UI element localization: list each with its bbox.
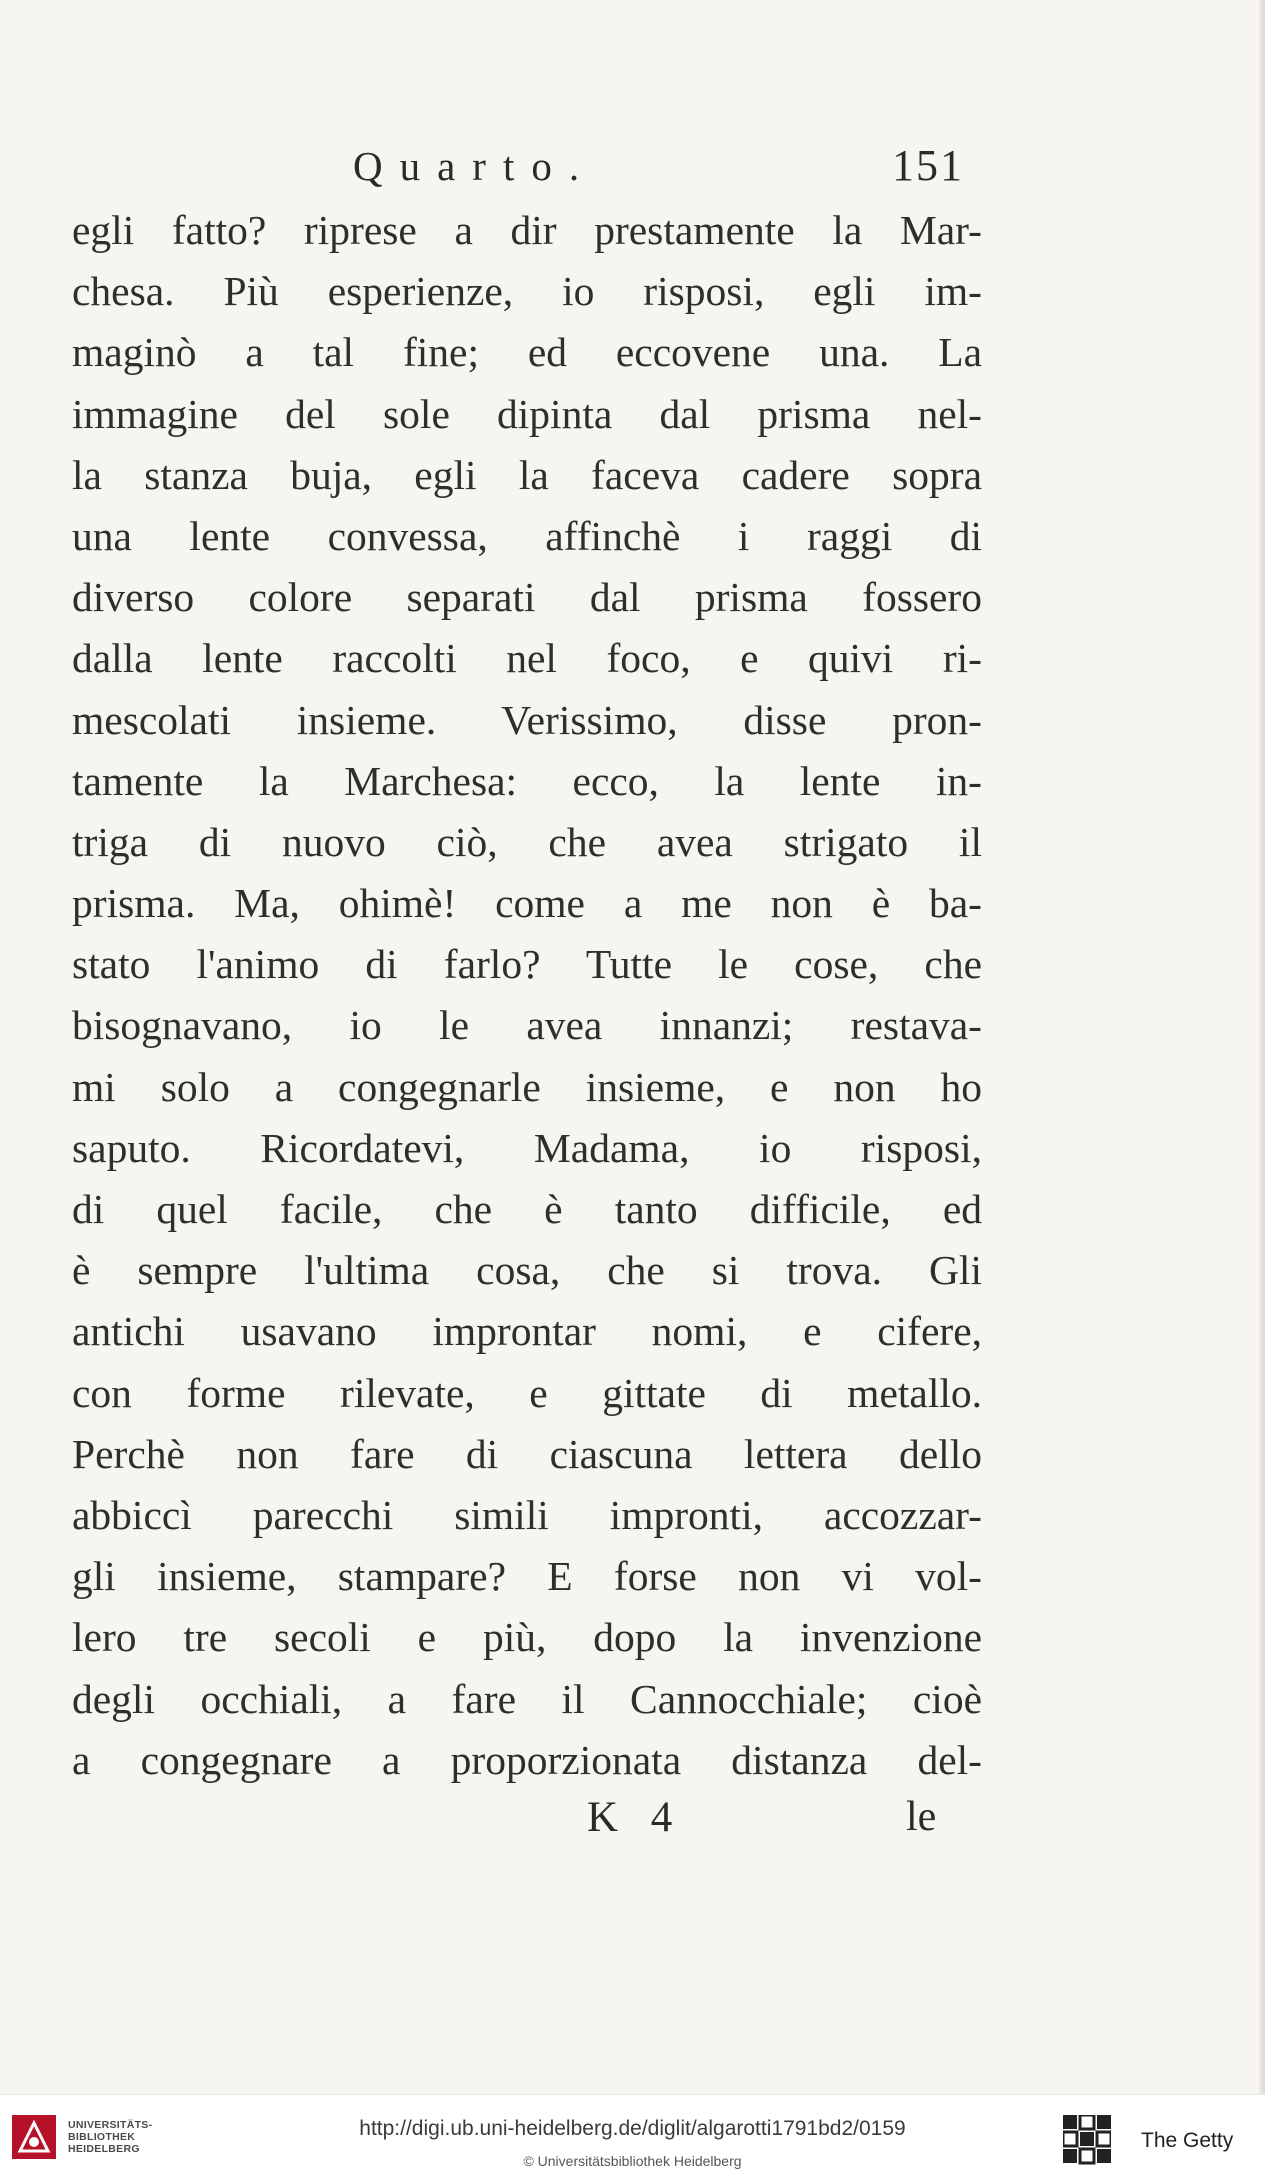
text-line: Perchè non fare di ciascuna lettera dello <box>72 1430 982 1477</box>
text-line: saputo. Ricordatevi, Madama, io risposi, <box>72 1124 982 1171</box>
text-line: a congegnare a proporzionata distanza del- <box>72 1736 982 1783</box>
copyright-notice: © Universitätsbibliothek Heidelberg <box>523 2153 742 2169</box>
text-line: di quel facile, che è tanto difficile, ed <box>72 1186 982 1232</box>
text-line: prisma. Ma, ohimè! come a me non è ba- <box>72 880 982 927</box>
viewer-footer <box>0 2094 1265 2183</box>
getty-logo[interactable] <box>1063 2115 1253 2165</box>
getty-name: The Getty <box>1141 2129 1234 2152</box>
text-line: egli fatto? riprese a dir prestamente la Mar- <box>72 207 982 253</box>
text-line: maginò a tal fine; ed eccovene una. La <box>72 329 982 376</box>
library-logo-line: HEIDELBERG <box>68 2143 140 2155</box>
text-line: triga di nuovo ciò, che avea strigato il <box>72 818 982 865</box>
text-line: tamente la Marchesa: ecco, la lente in- <box>72 757 982 804</box>
text-line: dalla lente raccolti nel foco, e quivi ri- <box>72 635 982 682</box>
permalink-url[interactable]: http://digi.ub.uni-heidelberg.de/diglit/algarotti1791bd2/0159 <box>359 2117 906 2140</box>
text-line: immagine del sole dipinta dal prisma nel- <box>72 390 982 437</box>
page-edge <box>1259 0 1265 2094</box>
text-line: lero tre secoli e più, dopo la invenzione <box>72 1614 982 1661</box>
text-line: stato l'animo di farlo? Tutte le cose, che <box>72 941 982 988</box>
library-logo-line: UNIVERSITÄTS- <box>68 2119 153 2131</box>
signature-mark: K 4 <box>587 1794 673 1841</box>
text-line: chesa. Più esperienze, io risposi, egli im- <box>72 268 982 315</box>
page-number: 151 <box>892 141 964 190</box>
text-line: degli occhiali, a fare il Cannocchiale; cioè <box>72 1675 982 1722</box>
text-line: gli insieme, stampare? E forse non vi vol- <box>72 1553 982 1600</box>
text-line: mescolati insieme. Verissimo, disse pron- <box>72 696 982 743</box>
text-line: con forme rilevate, e gittate di metallo. <box>72 1369 982 1416</box>
text-line: abbiccì parecchi simili impronti, accozzar- <box>72 1491 982 1538</box>
text-line: la stanza buja, egli la faceva cadere sopra <box>72 451 982 498</box>
getty-icon <box>1063 2115 1111 2165</box>
body-text <box>72 200 982 1791</box>
text-line: diverso colore separati dal prisma fossero <box>72 574 982 621</box>
running-head: Quarto. <box>353 143 597 189</box>
text-line: antichi usavano improntar nomi, e cifere, <box>72 1308 982 1355</box>
catchword: le <box>906 1794 937 1840</box>
text-line: è sempre l'ultima cosa, che si trova. Gli <box>72 1247 982 1294</box>
text-line: bisognavano, io le avea innanzi; restava- <box>72 1002 982 1049</box>
text-line: mi solo a congegnarle insieme, e non ho <box>72 1063 982 1110</box>
library-logo-line: BIBLIOTHEK <box>68 2131 136 2143</box>
text-line: una lente convessa, affinchè i raggi di <box>72 512 982 559</box>
